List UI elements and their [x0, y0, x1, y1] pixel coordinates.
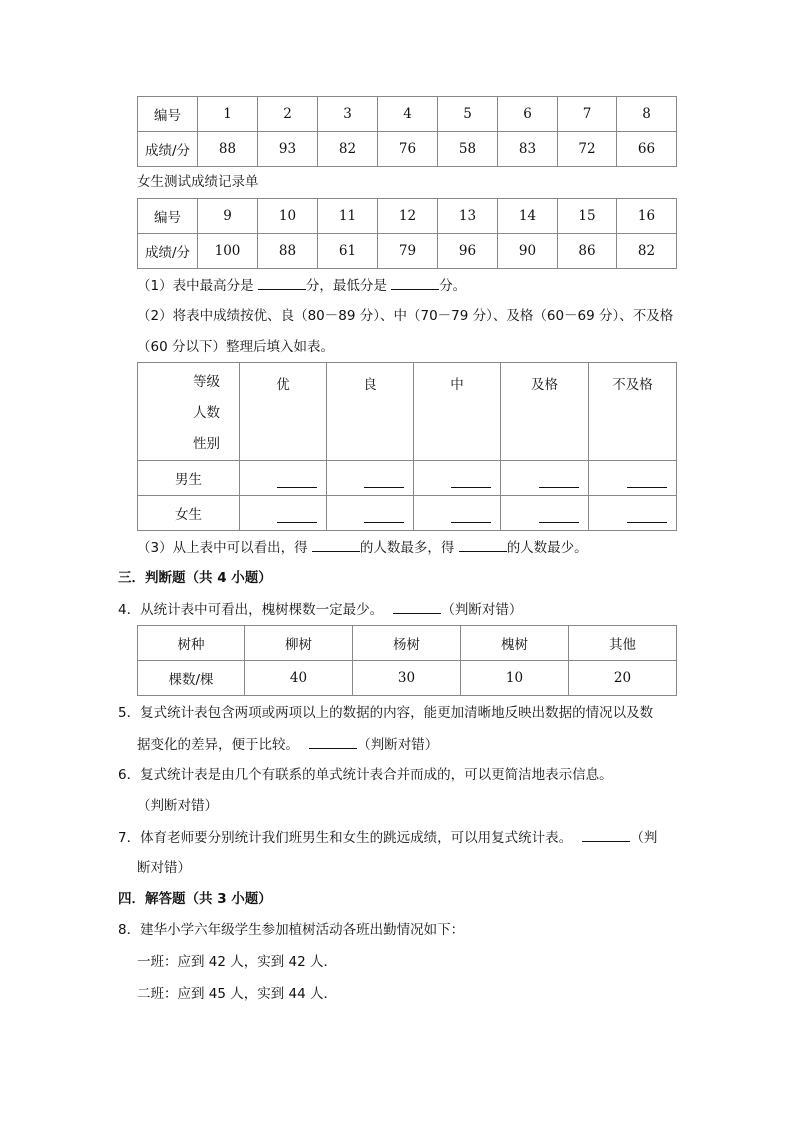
question-8: 8．建华小学六年级学生参加植树活动各班出勤情况如下：	[118, 922, 465, 938]
table-cell: 72	[558, 132, 617, 167]
table-cell	[589, 496, 677, 531]
table-cell: 3	[318, 97, 378, 132]
answer-blank[interactable]	[451, 486, 491, 488]
tree-count-table	[137, 625, 677, 696]
section-4-title: 四．解答题（共 3 小题）	[118, 891, 272, 907]
question-2-line-2: （60 分以下）整理后填入如表。	[137, 339, 334, 355]
row-label: 女生	[138, 496, 240, 531]
column-header: 不及格	[589, 363, 677, 461]
girls-score-table	[137, 198, 677, 269]
question-6-line-1: 6．复式统计表是由几个有联系的单式统计表合并而成的，可以更简洁地表示信息。	[118, 767, 613, 783]
question-7-line-2: 断对错）	[137, 860, 191, 876]
table-cell: 2	[258, 97, 318, 132]
column-header: 柳树	[245, 626, 353, 661]
table-cell	[414, 496, 501, 531]
row-label: 成绩/分	[138, 132, 198, 167]
table-cell: 8	[617, 97, 677, 132]
column-header: 杨树	[353, 626, 461, 661]
table-cell: 88	[258, 234, 318, 269]
table-cell: 15	[558, 199, 617, 234]
answer-blank[interactable]	[277, 521, 317, 523]
answer-blank[interactable]	[364, 521, 404, 523]
class-1-attendance: 一班：应到 42 人，实到 42 人．	[137, 954, 338, 970]
diagonal-header-cell	[138, 363, 240, 461]
table-cell: 10	[258, 199, 318, 234]
table-cell	[240, 461, 327, 496]
q5-text: 据变化的差异，便于比较。	[137, 737, 299, 753]
table-row	[138, 234, 677, 269]
class-2-attendance: 二班：应到 45 人，实到 44 人．	[137, 986, 338, 1002]
question-5-line-2	[137, 734, 438, 755]
table-cell: 93	[258, 132, 318, 167]
header-count-label: 人数	[193, 405, 220, 421]
girls-table-caption: 女生测试成绩记录单	[137, 174, 259, 190]
table-cell: 61	[318, 234, 378, 269]
table-row	[138, 199, 677, 234]
answer-blank-highest[interactable]	[258, 275, 306, 290]
column-header: 及格	[501, 363, 589, 461]
table-cell: 88	[198, 132, 258, 167]
table-cell: 79	[378, 234, 438, 269]
row-label: 棵数/棵	[138, 661, 245, 696]
table-cell: 16	[617, 199, 677, 234]
question-6-line-2: （判断对错）	[137, 798, 218, 814]
row-label: 编号	[138, 199, 198, 234]
q7-suffix: （判	[630, 830, 658, 846]
column-header: 中	[414, 363, 501, 461]
table-cell: 30	[353, 661, 461, 696]
q3-text-c: 的人数最少。	[506, 540, 588, 556]
table-cell: 7	[558, 97, 617, 132]
table-row	[138, 496, 677, 531]
row-label: 编号	[138, 97, 198, 132]
table-cell: 76	[378, 132, 438, 167]
q3-text-b: 的人数最多，得	[359, 540, 455, 556]
q1-text-a: （1）表中最高分是	[137, 278, 254, 294]
question-7-line-1	[118, 827, 657, 848]
column-header: 树种	[138, 626, 245, 661]
answer-blank[interactable]	[539, 486, 579, 488]
table-header-row	[138, 626, 677, 661]
column-header: 优	[240, 363, 327, 461]
header-gender-label: 性别	[193, 436, 220, 452]
answer-blank[interactable]	[539, 521, 579, 523]
q1-text-c: 分。	[439, 278, 467, 294]
section-3-title: 三．判断题（共 4 小题）	[118, 570, 272, 586]
table-cell: 96	[438, 234, 498, 269]
table-cell: 82	[318, 132, 378, 167]
table-cell: 9	[198, 199, 258, 234]
answer-blank-q7[interactable]	[582, 827, 630, 842]
table-cell: 40	[245, 661, 353, 696]
question-2-line-1: （2）将表中成绩按优、良（80－89 分）、中（70－79 分）、及格（60－69 分）、不及格	[137, 308, 674, 324]
table-cell: 11	[318, 199, 378, 234]
row-label: 男生	[138, 461, 240, 496]
grade-fill-table	[137, 362, 677, 531]
table-row	[138, 661, 677, 696]
answer-blank-lowest[interactable]	[391, 275, 439, 290]
row-label: 成绩/分	[138, 234, 198, 269]
table-row	[138, 461, 677, 496]
table-cell: 12	[378, 199, 438, 234]
question-3	[137, 537, 588, 558]
table-row	[138, 97, 677, 132]
table-cell: 6	[498, 97, 558, 132]
answer-blank[interactable]	[277, 486, 317, 488]
column-header: 其他	[569, 626, 677, 661]
table-cell: 100	[198, 234, 258, 269]
table-cell: 66	[617, 132, 677, 167]
table-cell: 4	[378, 97, 438, 132]
answer-blank-q4[interactable]	[393, 599, 441, 614]
table-cell: 10	[461, 661, 569, 696]
column-header: 良	[327, 363, 414, 461]
q7-text: 7．体育老师要分别统计我们班男生和女生的跳远成绩，可以用复式统计表。	[118, 830, 573, 846]
table-cell: 1	[198, 97, 258, 132]
answer-blank[interactable]	[364, 486, 404, 488]
answer-blank-most[interactable]	[312, 537, 360, 552]
table-cell	[414, 461, 501, 496]
question-1	[137, 275, 466, 296]
table-cell: 83	[498, 132, 558, 167]
table-cell: 13	[438, 199, 498, 234]
answer-blank[interactable]	[627, 521, 667, 523]
q5-suffix: （判断对错）	[357, 737, 439, 753]
answer-blank-least[interactable]	[459, 537, 507, 552]
table-cell	[240, 496, 327, 531]
q4-text: 4．从统计表中可看出，槐树棵数一定最少。	[118, 602, 384, 618]
column-header: 槐树	[461, 626, 569, 661]
q4-suffix: （判断对错）	[441, 602, 523, 618]
answer-blank[interactable]	[627, 486, 667, 488]
table-cell	[327, 496, 414, 531]
table-header-row	[138, 363, 677, 461]
table-cell: 14	[498, 199, 558, 234]
table-cell: 58	[438, 132, 498, 167]
answer-blank[interactable]	[451, 521, 491, 523]
table-cell: 20	[569, 661, 677, 696]
q3-text-a: （3）从上表中可以看出，得	[137, 540, 308, 556]
table-cell: 86	[558, 234, 617, 269]
table-cell	[501, 461, 589, 496]
table-cell: 5	[438, 97, 498, 132]
table-cell: 82	[617, 234, 677, 269]
question-4	[118, 599, 522, 620]
table-cell	[327, 461, 414, 496]
q1-text-b: 分，最低分是	[305, 278, 387, 294]
answer-blank-q5[interactable]	[309, 734, 357, 749]
header-grade-label: 等级	[193, 374, 220, 390]
table-cell	[589, 461, 677, 496]
table-row	[138, 132, 677, 167]
table-cell	[501, 496, 589, 531]
question-5-line-1: 5．复式统计表包含两项或两项以上的数据的内容，能更加清晰地反映出数据的情况以及数	[118, 705, 654, 721]
boys-score-table	[137, 96, 677, 167]
table-cell: 90	[498, 234, 558, 269]
